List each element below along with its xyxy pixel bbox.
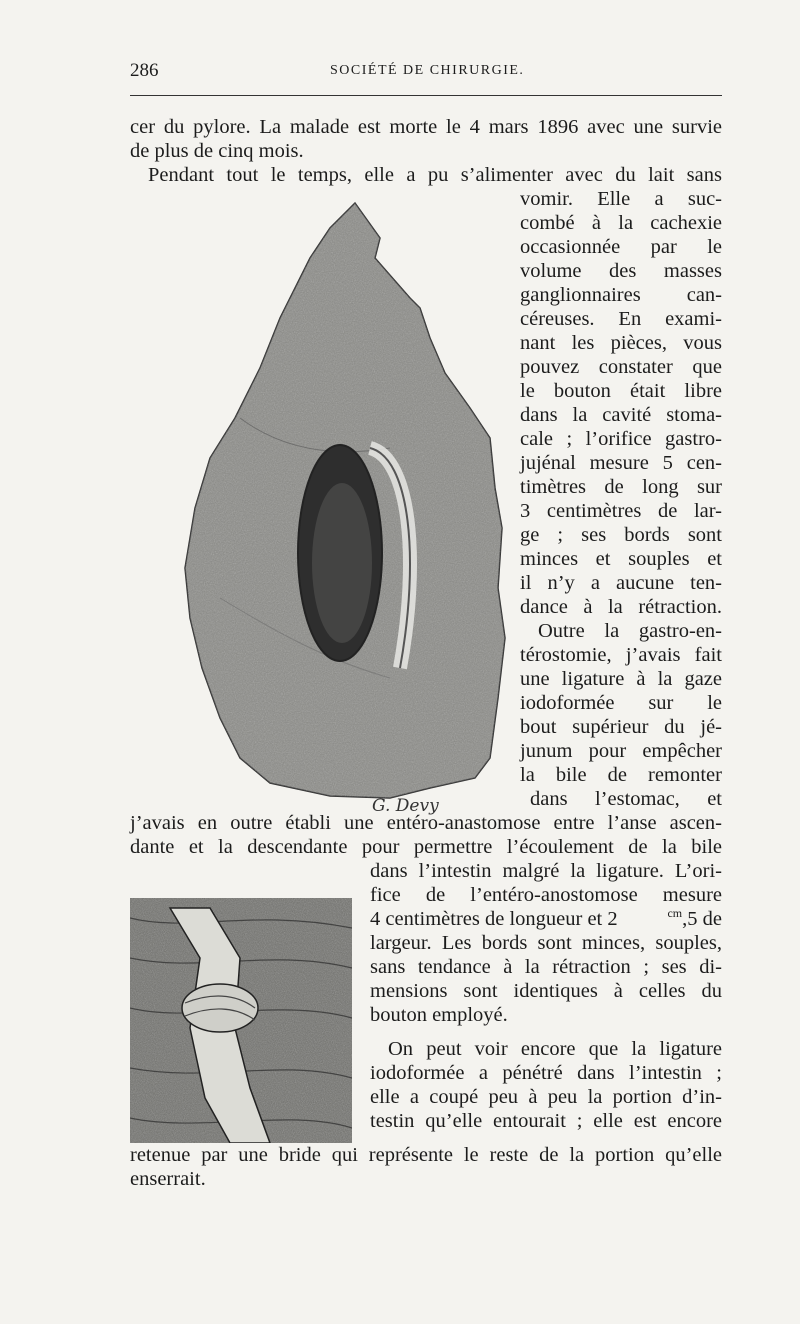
text-line: dans l’intestin malgré la ligature. L’ori- [370, 860, 722, 882]
unit-superscript: cm [667, 906, 683, 921]
text-line: ganglionnaires can- [520, 284, 722, 306]
text-line: 3 centimètres de lar- [520, 500, 722, 522]
text-line: Pendant tout le temps, elle a pu s’alimenter avec du lait sans [148, 164, 722, 186]
text-line: iodoformée sur le [520, 692, 722, 714]
text-line: Outre la gastro-en- [538, 620, 722, 642]
text-line: volume des masses [520, 260, 722, 282]
stomach-specimen-illustration [180, 198, 515, 813]
text-line: cer du pylore. La malade est morte le 4 mars 1896 avec une survie [130, 116, 722, 138]
header-rule [130, 95, 722, 96]
text-line: junum pour empêcher [520, 740, 722, 762]
text-line-part [667, 907, 722, 931]
text-line: pouvez constater que [520, 356, 722, 378]
text-line: le bouton était libre [520, 380, 722, 402]
text-line: bout supérieur du jé- [520, 716, 722, 738]
text-line: térostomie, j’avais fait [520, 644, 722, 666]
text-line: jujénal mesure 5 cen- [520, 452, 722, 474]
text-line: mensions sont identiques à celles du [370, 980, 722, 1002]
text-line: testin qu’elle entourait ; elle est encore [370, 1110, 722, 1132]
artist-signature: G. Devy [372, 796, 439, 816]
page-number: 286 [130, 60, 159, 81]
text-line: elle a coupé peu à peu la portion d’in- [370, 1086, 722, 1108]
text-line-part: 4 centimètres de longueur et 2 [370, 908, 618, 930]
text-line: la bile de remonter [520, 764, 722, 786]
text-line: j’avais en outre établi une entéro-anastomose entre l’anse ascen- [130, 812, 722, 834]
text-line: de plus de cinq mois. [130, 140, 304, 162]
text-line: timètres de long sur [520, 476, 722, 498]
text-line: dans la cavité stoma- [520, 404, 722, 426]
text-line: occasionnée par le [520, 236, 722, 258]
text-line: retenue par une bride qui représente le reste de la portion qu’elle [130, 1144, 722, 1166]
text-line: nant les pièces, vous [520, 332, 722, 354]
text-line-part: ,5 de [682, 908, 722, 930]
text-line: sans tendance à la rétraction ; ses di- [370, 956, 722, 978]
text-line: minces et souples et [520, 548, 722, 570]
text-line: enserrait. [130, 1168, 206, 1190]
text-line: dans l’estomac, et [530, 788, 722, 810]
text-line [370, 907, 722, 931]
ligature-illustration [130, 898, 352, 1143]
text-line: On peut voir encore que la ligature [388, 1038, 722, 1060]
text-line: largeur. Les bords sont minces, souples, [370, 932, 722, 954]
text-line: combé à la cachexie [520, 212, 722, 234]
running-head: SOCIÉTÉ DE CHIRURGIE. [330, 63, 525, 78]
text-line: iodoformée a pénétré dans l’intestin ; [370, 1062, 722, 1084]
text-line: dance à la rétraction. [520, 596, 722, 618]
text-line: cale ; l’orifice gastro- [520, 428, 722, 450]
text-line: bouton employé. [370, 1004, 508, 1026]
text-line: dante et la descendante pour permettre l’écoulement de la bile [130, 836, 722, 858]
text-line: une ligature à la gaze [520, 668, 722, 690]
text-line: il n’y a aucune ten- [520, 572, 722, 594]
text-line: fice de l’entéro-anostomose mesure [370, 884, 722, 906]
text-line: ge ; ses bords sont [520, 524, 722, 546]
text-line: céreuses. En exami- [520, 308, 722, 330]
text-line: vomir. Elle a suc- [520, 188, 722, 210]
